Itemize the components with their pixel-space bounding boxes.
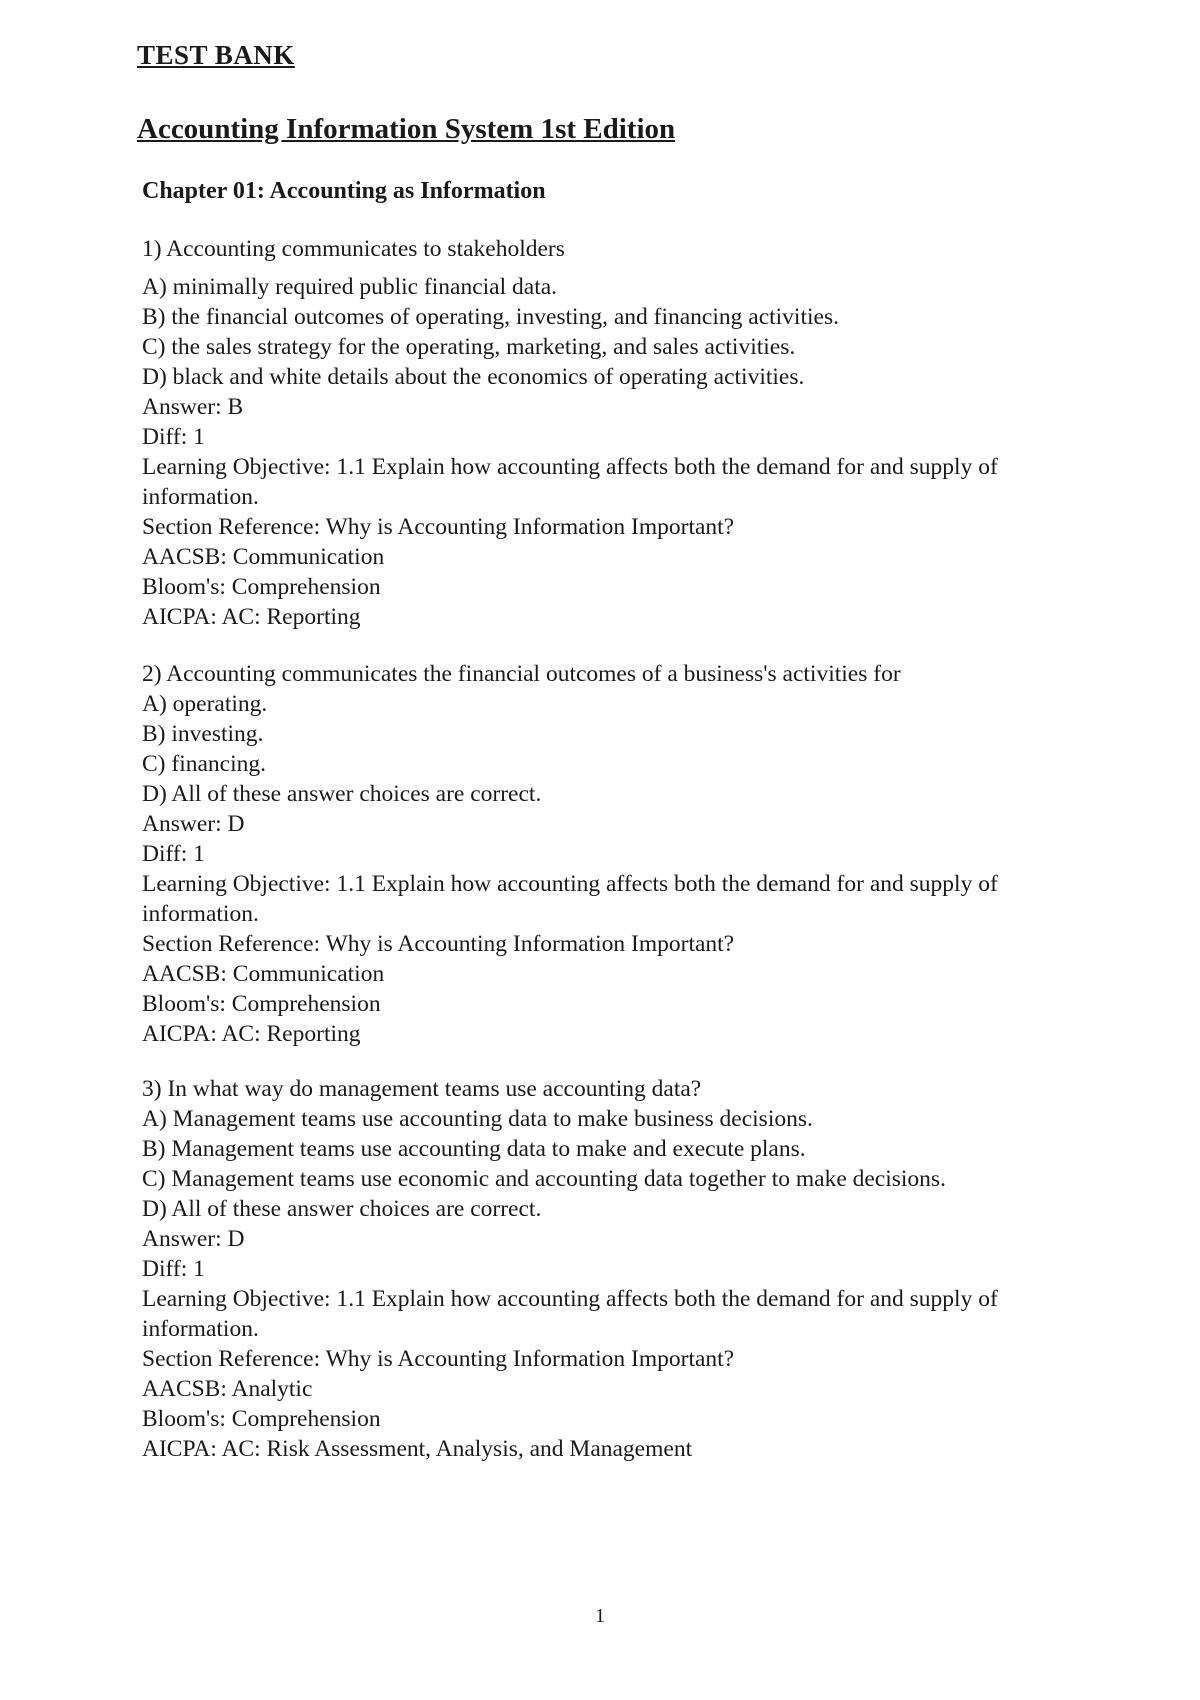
learning-objective: Learning Objective: 1.1 Explain how accounting affects both the demand for and supply of information.	[142, 454, 998, 510]
difficulty: Diff: 1	[142, 841, 205, 867]
blooms-tag: Bloom's: Comprehension	[142, 574, 381, 600]
answer-option-b: B) investing.	[142, 721, 264, 747]
answer-option-b: B) Management teams use accounting data to make and execute plans.	[142, 1136, 806, 1162]
answer-option-d: D) All of these answer choices are correct.	[142, 781, 542, 807]
answer-option-c: C) financing.	[142, 751, 266, 777]
answer-option-c: C) the sales strategy for the operating, marketing, and sales activities.	[142, 334, 796, 360]
answer-key: Answer: B	[142, 394, 244, 420]
question-stem: 3) In what way do management teams use accounting data?	[142, 1076, 702, 1102]
question-block-3	[142, 1074, 1042, 1464]
page-number: 1	[595, 1605, 605, 1627]
answer-option-a: A) Management teams use accounting data to make business decisions.	[142, 1106, 813, 1132]
learning-objective: Learning Objective: 1.1 Explain how accounting affects both the demand for and supply of information.	[142, 1286, 998, 1342]
answer-option-d: D) black and white details about the economics of operating activities.	[142, 364, 805, 390]
difficulty: Diff: 1	[142, 424, 205, 450]
answer-option-d: D) All of these answer choices are correct.	[142, 1196, 542, 1222]
difficulty: Diff: 1	[142, 1256, 205, 1282]
aicpa-tag: AICPA: AC: Reporting	[142, 604, 361, 630]
section-reference: Section Reference: Why is Accounting Information Important?	[142, 931, 735, 957]
answer-key: Answer: D	[142, 811, 245, 837]
aacsb-tag: AACSB: Communication	[142, 544, 385, 570]
aacsb-tag: AACSB: Analytic	[142, 1376, 313, 1402]
question-block-2	[142, 659, 1042, 1049]
answer-option-b: B) the financial outcomes of operating, investing, and financing activities.	[142, 304, 839, 330]
aacsb-tag: AACSB: Communication	[142, 961, 385, 987]
answer-option-a: A) operating.	[142, 691, 268, 717]
blooms-tag: Bloom's: Comprehension	[142, 991, 381, 1017]
answer-key: Answer: D	[142, 1226, 245, 1252]
answer-option-c: C) Management teams use economic and accounting data together to make decisions.	[142, 1166, 946, 1192]
chapter-heading: Chapter 01: Accounting as Information	[142, 178, 546, 204]
question-stem: 2) Accounting communicates the financial outcomes of a business's activities for	[142, 661, 901, 687]
learning-objective: Learning Objective: 1.1 Explain how accounting affects both the demand for and supply of information.	[142, 871, 998, 927]
section-reference: Section Reference: Why is Accounting Information Important?	[142, 514, 735, 540]
blooms-tag: Bloom's: Comprehension	[142, 1406, 381, 1432]
question-stem: 1) Accounting communicates to stakeholders	[142, 236, 565, 262]
question-block-1	[142, 234, 1042, 632]
aicpa-tag: AICPA: AC: Reporting	[142, 1021, 361, 1047]
document-title: Accounting Information System 1st Edition	[137, 113, 676, 145]
answer-option-a: A) minimally required public financial data.	[142, 274, 558, 300]
test-bank-label: TEST BANK	[137, 40, 295, 70]
section-reference: Section Reference: Why is Accounting Information Important?	[142, 1346, 735, 1372]
aicpa-tag: AICPA: AC: Risk Assessment, Analysis, and Management	[142, 1436, 693, 1462]
